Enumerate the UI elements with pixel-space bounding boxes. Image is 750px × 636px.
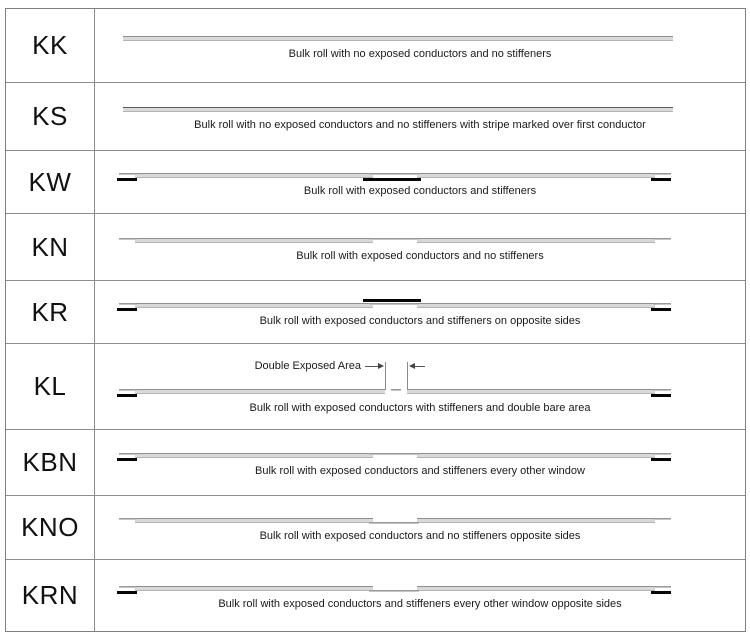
stiffener-right — [651, 591, 671, 594]
code-cell — [6, 430, 95, 495]
diagram-cell — [95, 9, 745, 82]
exposed-conductor-middle — [369, 453, 419, 455]
stiffener-left — [117, 178, 137, 181]
cable-bar-right-segment — [417, 173, 655, 178]
stiffener-right — [651, 394, 671, 397]
exposed-conductor-middle — [369, 522, 419, 524]
code-cell — [6, 560, 95, 631]
cable-diagram — [95, 581, 745, 595]
code-cell — [6, 496, 95, 559]
cable-code: KK — [32, 30, 68, 60]
exposed-conductor-middle — [369, 173, 419, 175]
diagram-cell — [95, 214, 745, 280]
description: Bulk roll with exposed conductors and stiffeners every other window opposite sides — [218, 598, 622, 610]
code-cell — [6, 281, 95, 343]
cable-code: KBN — [22, 447, 78, 477]
stiffener-middle — [363, 299, 421, 302]
cable-code: KN — [31, 231, 69, 262]
table-row — [6, 496, 745, 560]
dimension-arrow-left-head — [378, 363, 384, 369]
diagram-cell — [95, 281, 745, 343]
cable-diagram — [95, 31, 745, 45]
exposed-conductor-right — [653, 173, 671, 175]
exposed-conductor-right — [653, 518, 671, 520]
exposed-conductor-middle — [369, 590, 419, 592]
diagram-cell — [95, 344, 745, 429]
cable-bar-left-segment — [135, 238, 373, 243]
stiffener-right — [651, 178, 671, 181]
dimension-line-left — [385, 362, 386, 390]
cable-bar-left-segment — [135, 173, 373, 178]
cable-code: KW — [28, 166, 72, 197]
table-row — [6, 430, 745, 496]
description: Bulk roll with exposed conductors with stiffeners and double bare area — [249, 402, 591, 414]
dimension-arrow-left-line — [365, 366, 379, 367]
cable-diagram — [95, 233, 745, 247]
stiffener-left — [117, 591, 137, 594]
dimension-line-right — [407, 362, 408, 390]
cable-packaging-type-table — [5, 8, 746, 632]
exposed-conductor-left — [119, 586, 137, 588]
exposed-conductor-middle — [391, 389, 401, 391]
stiffener-left — [117, 458, 137, 461]
exposed-conductor-left — [119, 173, 137, 175]
cable-bar-left-segment — [135, 586, 373, 591]
exposed-conductor-middle — [369, 238, 419, 240]
description: Bulk roll with exposed conductors and stiffeners on opposite sides — [259, 314, 581, 327]
exposed-conductor-left — [119, 453, 137, 455]
cable-code: KNO — [21, 512, 79, 542]
diagram-cell — [95, 496, 745, 559]
cable-diagram — [95, 448, 745, 462]
cable-bar-right-segment — [417, 238, 655, 243]
dimension-arrow-right-line — [415, 366, 425, 367]
table-row — [6, 560, 745, 631]
cable-bar-left-segment — [135, 303, 373, 308]
diagram-cell — [95, 430, 745, 495]
diagram-cell — [95, 151, 745, 213]
exposed-conductor-left — [119, 238, 137, 240]
cable-bar-right-segment — [417, 453, 655, 458]
cable-diagram — [95, 298, 745, 312]
cable-diagram — [95, 168, 745, 182]
description: Bulk roll with no exposed conductors and no stiffeners with stripe marked over first conductor — [194, 119, 646, 131]
code-cell — [6, 214, 95, 280]
cable-bar-right-segment — [417, 518, 655, 523]
code-cell — [6, 9, 95, 82]
exposed-conductor-right — [653, 389, 671, 391]
stiffener-middle — [363, 178, 421, 181]
exposed-conductor-middle — [369, 303, 419, 305]
diagram-cell — [95, 560, 745, 631]
table-row — [6, 83, 745, 151]
exposed-conductor-right — [653, 303, 671, 305]
description: Bulk roll with exposed conductors and stiffeners every other window — [255, 465, 585, 477]
stiffener-right — [651, 458, 671, 461]
cable-bar-left-segment — [135, 453, 373, 458]
description: Bulk roll with no exposed conductors and no stiffeners — [288, 48, 552, 60]
description: Bulk roll with exposed conductors and no stiffeners — [296, 249, 544, 262]
cable-code: KR — [31, 296, 69, 327]
code-cell — [6, 344, 95, 429]
exposed-conductor-right — [653, 586, 671, 588]
cable-diagram — [95, 513, 745, 527]
cable-bar-left-segment — [135, 389, 385, 394]
code-cell — [6, 151, 95, 213]
exposed-conductor-left — [119, 518, 137, 520]
stiffener-right — [651, 308, 671, 311]
code-cell — [6, 83, 95, 150]
cable-code: KRN — [21, 580, 79, 610]
stiffener-left — [117, 394, 137, 397]
table-row — [6, 281, 745, 344]
cable-bar — [123, 36, 673, 41]
cable-code: KS — [32, 101, 68, 131]
stiffener-left — [117, 308, 137, 311]
double-exposed-label: Double Exposed Area — [254, 360, 361, 372]
description: Bulk roll with exposed conductors and no stiffeners opposite sides — [259, 530, 581, 542]
exposed-conductor-right — [653, 238, 671, 240]
exposed-conductor-left — [119, 389, 137, 391]
cable-diagram — [95, 102, 745, 116]
cable-bar-left-segment — [135, 518, 373, 523]
diagram-cell — [95, 83, 745, 150]
cable-bar-right-segment — [417, 303, 655, 308]
table-row — [6, 9, 745, 83]
cable-bar-right-segment — [417, 586, 655, 591]
cable-bar — [123, 107, 673, 112]
exposed-conductor-right — [653, 453, 671, 455]
table-row — [6, 344, 745, 430]
table-row — [6, 214, 745, 281]
cable-code: KL — [33, 371, 67, 401]
description: Bulk roll with exposed conductors and stiffeners — [303, 184, 537, 197]
cable-diagram — [95, 359, 745, 399]
cable-bar-right-segment — [407, 389, 655, 394]
exposed-conductor-left — [119, 303, 137, 305]
table-row — [6, 151, 745, 214]
